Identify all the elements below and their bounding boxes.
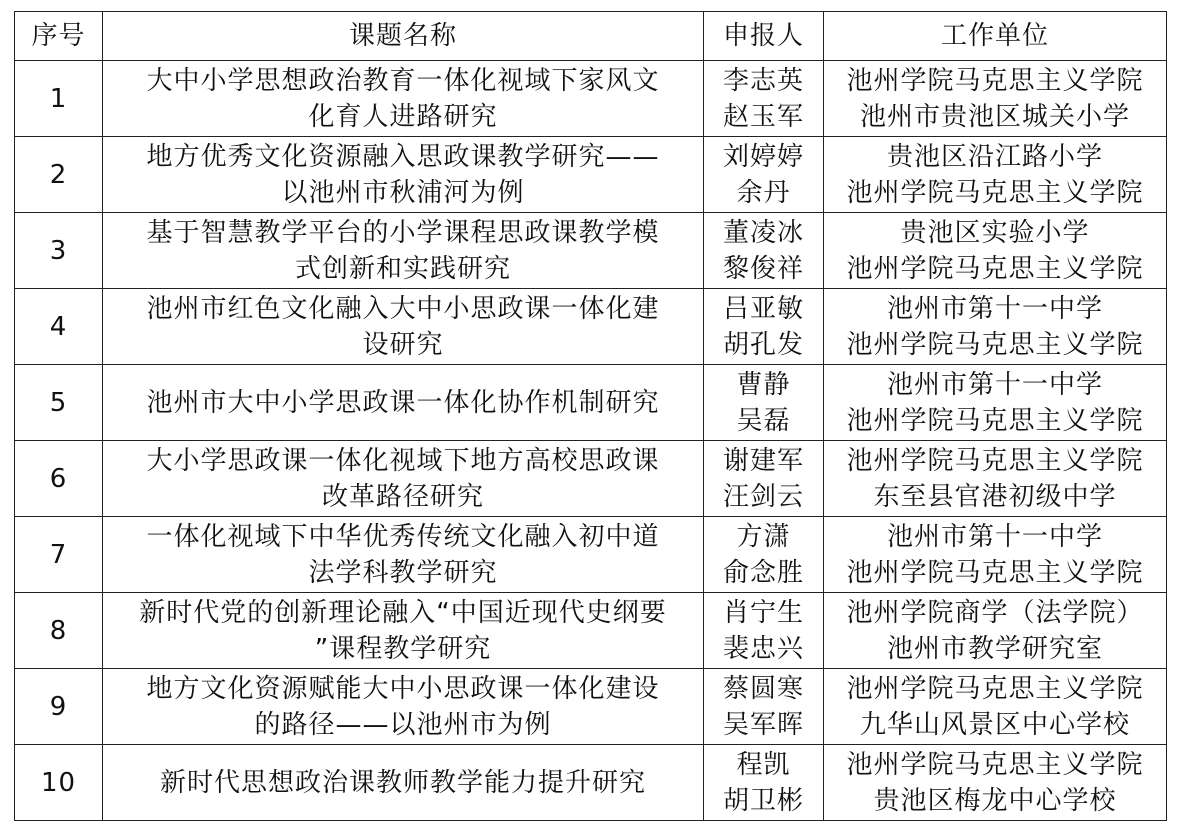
work-unit-cell — [824, 745, 1167, 821]
applicant-name: 吴军晖 — [722, 709, 804, 740]
project-title-line: 以池州市秋浦河为例 — [281, 177, 525, 208]
work-unit-name: 池州学院马克思主义学院 — [846, 253, 1144, 284]
work-unit-name: 贵池区梅龙中心学校 — [873, 785, 1117, 816]
table-row — [15, 441, 1167, 517]
table-header-row — [15, 12, 1167, 61]
project-title-cell — [103, 669, 704, 745]
applicant-name: 刘婷婷 — [722, 141, 804, 172]
project-title-line: 的路径——以池州市为例 — [254, 709, 552, 740]
applicant-name: 李志英 — [722, 65, 804, 96]
work-unit-name: 池州学院马克思主义学院 — [846, 405, 1144, 436]
row-number: 1 — [15, 61, 103, 137]
project-title-cell — [103, 61, 704, 137]
applicant-name: 蔡圆寒 — [722, 673, 804, 704]
applicant-name: 程凯 — [736, 749, 791, 780]
row-number: 10 — [15, 745, 103, 821]
project-title-line: 新时代思想政治课教师教学能力提升研究 — [159, 767, 646, 798]
project-title-line: 式创新和实践研究 — [294, 253, 511, 284]
applicant-name: 董凌冰 — [722, 217, 804, 248]
work-unit-name: 池州市第十一中学 — [886, 369, 1103, 400]
work-unit-name: 池州学院马克思主义学院 — [846, 177, 1144, 208]
project-title-line: 法学科教学研究 — [308, 557, 498, 588]
applicant-name: 余丹 — [736, 177, 791, 208]
work-unit-name: 池州学院马克思主义学院 — [846, 65, 1144, 96]
project-title-cell — [103, 137, 704, 213]
table-row — [15, 213, 1167, 289]
header-no: 序号 — [15, 12, 103, 61]
applicant-cell — [704, 745, 824, 821]
table-row — [15, 669, 1167, 745]
row-number: 8 — [15, 593, 103, 669]
work-unit-cell — [824, 289, 1167, 365]
project-title-line: 池州市大中小学思政课一体化协作机制研究 — [146, 387, 660, 418]
work-unit-name: 池州市贵池区城关小学 — [859, 101, 1130, 132]
applicant-name: 方潇 — [736, 521, 791, 552]
applicant-cell — [704, 593, 824, 669]
project-title-line: ”课程教学研究 — [314, 633, 492, 664]
applicant-name: 赵玉军 — [722, 101, 804, 132]
applicant-name: 裴忠兴 — [722, 633, 804, 664]
work-unit-cell — [824, 365, 1167, 441]
project-title-line: 设研究 — [362, 329, 444, 360]
table-row — [15, 289, 1167, 365]
work-unit-name: 池州学院马克思主义学院 — [846, 673, 1144, 704]
work-unit-cell — [824, 441, 1167, 517]
table-row — [15, 137, 1167, 213]
header-unit: 工作单位 — [824, 12, 1167, 61]
table-row — [15, 61, 1167, 137]
header-applicant: 申报人 — [704, 12, 824, 61]
project-title-line: 地方文化资源赋能大中小思政课一体化建设 — [146, 673, 660, 704]
work-unit-cell — [824, 593, 1167, 669]
project-title-line: 基于智慧教学平台的小学课程思政课教学模 — [146, 217, 660, 248]
applicant-cell — [704, 61, 824, 137]
applicant-name: 谢建军 — [722, 445, 804, 476]
project-title-cell — [103, 441, 704, 517]
work-unit-cell — [824, 213, 1167, 289]
project-title-line: 化育人进路研究 — [308, 101, 498, 132]
applicant-cell — [704, 213, 824, 289]
work-unit-cell — [824, 669, 1167, 745]
project-title-cell — [103, 213, 704, 289]
applicant-cell — [704, 137, 824, 213]
applicant-name: 胡孔发 — [722, 329, 804, 360]
table-row — [15, 593, 1167, 669]
applicant-name: 汪剑云 — [722, 481, 804, 512]
work-unit-name: 池州学院马克思主义学院 — [846, 445, 1144, 476]
project-title-line: 新时代党的创新理论融入“中国近现代史纲要 — [139, 597, 667, 628]
applicant-cell — [704, 365, 824, 441]
row-number: 4 — [15, 289, 103, 365]
project-title-cell — [103, 517, 704, 593]
work-unit-cell — [824, 517, 1167, 593]
applicant-name: 肖宁生 — [722, 597, 804, 628]
work-unit-name: 池州学院马克思主义学院 — [846, 329, 1144, 360]
table-body — [15, 61, 1167, 821]
applicant-cell — [704, 441, 824, 517]
applicant-cell — [704, 669, 824, 745]
row-number: 9 — [15, 669, 103, 745]
project-title-cell — [103, 289, 704, 365]
work-unit-cell — [824, 61, 1167, 137]
project-title-cell — [103, 745, 704, 821]
applicant-name: 吕亚敏 — [722, 293, 804, 324]
work-unit-name: 池州学院马克思主义学院 — [846, 749, 1144, 780]
work-unit-name: 池州学院商学（法学院） — [846, 597, 1144, 628]
project-title-line: 大小学思政课一体化视域下地方高校思政课 — [146, 445, 660, 476]
applicant-name: 吴磊 — [736, 405, 791, 436]
row-number: 6 — [15, 441, 103, 517]
header-title: 课题名称 — [103, 12, 704, 61]
work-unit-name: 九华山风景区中心学校 — [859, 709, 1130, 740]
project-title-line: 大中小学思想政治教育一体化视域下家风文 — [146, 65, 660, 96]
applicant-name: 黎俊祥 — [722, 253, 804, 284]
project-title-cell — [103, 593, 704, 669]
table-row — [15, 517, 1167, 593]
work-unit-name: 池州市第十一中学 — [886, 293, 1103, 324]
work-unit-name: 池州市教学研究室 — [886, 633, 1103, 664]
project-title-line: 改革路径研究 — [321, 481, 484, 512]
table-row — [15, 365, 1167, 441]
project-title-line: 池州市红色文化融入大中小思政课一体化建 — [146, 293, 660, 324]
work-unit-name: 东至县官港初级中学 — [873, 481, 1117, 512]
work-unit-name: 池州学院马克思主义学院 — [846, 557, 1144, 588]
row-number: 7 — [15, 517, 103, 593]
work-unit-name: 贵池区实验小学 — [900, 217, 1090, 248]
table-row — [15, 745, 1167, 821]
project-table-container — [14, 11, 1166, 821]
applicant-name: 俞念胜 — [722, 557, 804, 588]
applicant-name: 胡卫彬 — [722, 785, 804, 816]
row-number: 5 — [15, 365, 103, 441]
work-unit-cell — [824, 137, 1167, 213]
work-unit-name: 池州市第十一中学 — [886, 521, 1103, 552]
applicant-cell — [704, 517, 824, 593]
row-number: 2 — [15, 137, 103, 213]
project-title-line: 一体化视域下中华优秀传统文化融入初中道 — [146, 521, 660, 552]
project-title-cell — [103, 365, 704, 441]
project-title-line: 地方优秀文化资源融入思政课教学研究—— — [146, 141, 660, 172]
applicant-cell — [704, 289, 824, 365]
applicant-name: 曹静 — [736, 369, 791, 400]
project-table — [14, 11, 1167, 821]
row-number: 3 — [15, 213, 103, 289]
work-unit-name: 贵池区沿江路小学 — [886, 141, 1103, 172]
